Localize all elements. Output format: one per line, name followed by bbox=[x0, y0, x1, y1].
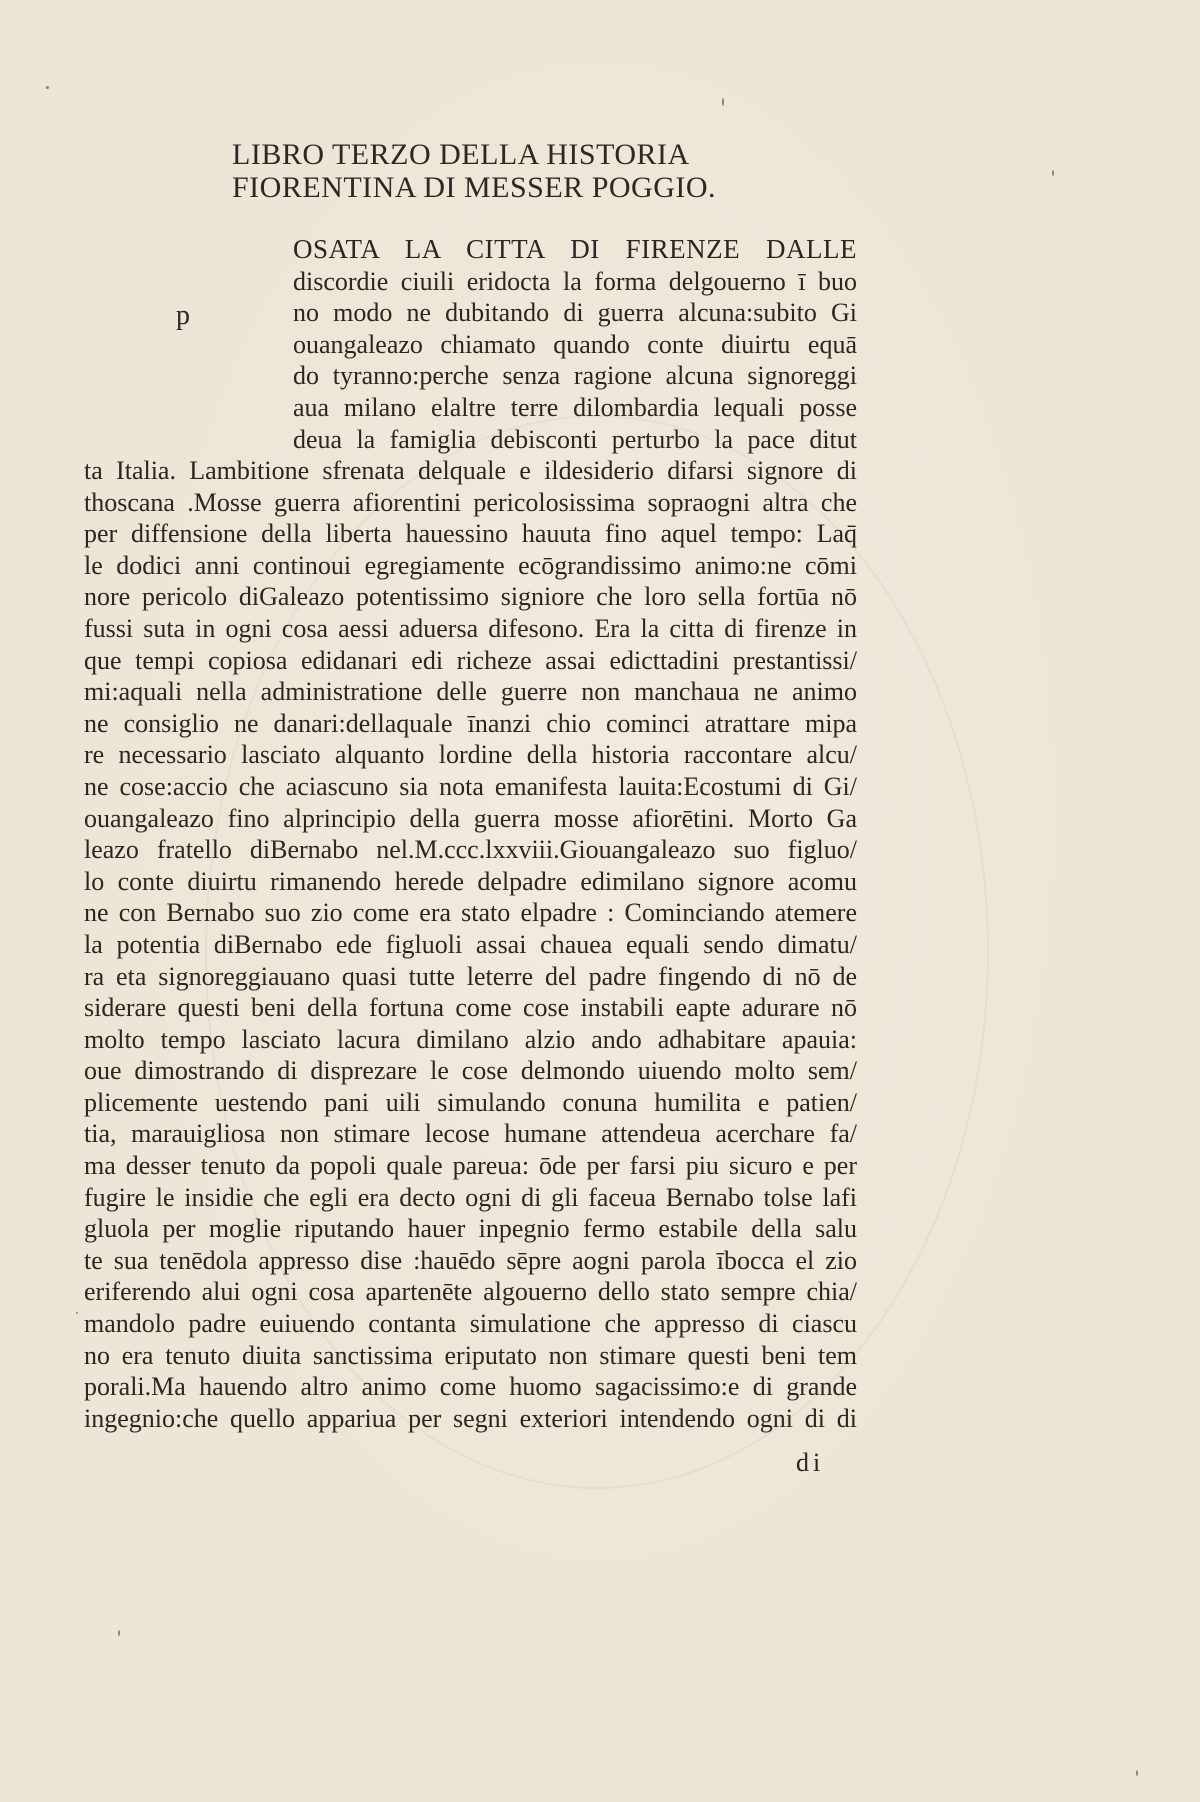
text-line: ingegnio:che quello appariua per segni exteriori intendendo ogni di di bbox=[84, 1403, 857, 1433]
text-line: thoscana .Mosse guerra afiorentini pericolosissima sopraogni altra che bbox=[84, 487, 857, 517]
initial-guide-letter: p bbox=[176, 300, 190, 331]
text-line: ra eta signoreggiauano quasi tutte leterre del padre fingendo di nō de bbox=[84, 961, 857, 991]
opening-paragraph bbox=[293, 234, 857, 455]
text-line: oue dimostrando di disprezare le cose delmondo uiuendo molto sem/ bbox=[84, 1056, 857, 1086]
text-line: re necessario lasciato alquanto lordine della historia raccontare alcu/ bbox=[84, 740, 857, 770]
text-line: ta Italia. Lambitione sfrenata delquale e ildesiderio difarsi signore di bbox=[84, 456, 857, 485]
text-line: plicemente uestendo pani uili simulando conuna humilita e patien/ bbox=[84, 1087, 857, 1117]
text-line: per diffensione della liberta hauessino hauuta fino aquel tempo: Laq̄ bbox=[84, 519, 857, 549]
text-line: que tempi copiosa edidanari edi richeze assai edicttadini prestantissi/ bbox=[84, 645, 857, 675]
text-line: aua milano elaltre terre dilombardia lequali posse bbox=[293, 392, 857, 422]
text-line: deua la famiglia debisconti perturbo la pace ditut bbox=[293, 424, 857, 454]
chapter-heading bbox=[232, 138, 716, 204]
text-line: ne consiglio ne danari:dellaquale īnanzi chio cominci atrattare mipa bbox=[84, 708, 857, 738]
text-line: mandolo padre euiuendo contanta simulatione che appresso di ciascu bbox=[84, 1309, 857, 1339]
text-line: no era tenuto diuita sanctissima eriputato non stimare questi beni tem bbox=[84, 1340, 857, 1370]
text-line: nore pericolo diGaleazo potentissimo signiore che loro sella fortūa nō bbox=[84, 582, 857, 612]
text-line: no modo ne dubitando di guerra alcuna:subito Gi bbox=[293, 298, 857, 328]
text-line: porali.Ma hauendo altro animo come huomo sagacissimo:e di grande bbox=[84, 1372, 857, 1402]
text-line: OSATA LA CITTA DI FIRENZE DALLE bbox=[293, 234, 857, 264]
text-line: ne con Bernabo suo zio come era stato elpadre : Cominciando atemere bbox=[84, 898, 857, 928]
text-line: fugire le insidie che egli era decto ogni di gli faceua Bernabo tolse lafi bbox=[84, 1182, 857, 1212]
text-line: gluola per moglie riputando hauer inpegnio fermo estabile della salu bbox=[84, 1214, 857, 1244]
text-line: molto tempo lasciato lacura dimilano alzio ando adhabitare apauia: bbox=[84, 1024, 857, 1054]
text-line: la potentia diBernabo ede figluoli assai chauea equali sendo dimatu/ bbox=[84, 929, 857, 959]
text-line: ouangaleazo chiamato quando conte diuirtu equā bbox=[293, 329, 857, 359]
text-line: eriferendo alui ogni cosa apartenēte algouerno dello stato sempre chia/ bbox=[84, 1277, 857, 1307]
text-line: do tyranno:perche senza ragione alcuna signoreggi bbox=[293, 361, 857, 391]
text-line: ne cose:accio che aciascuno sia nota emanifesta lauita:Ecostumi di Gi/ bbox=[84, 771, 857, 801]
text-line: ma desser tenuto da popoli quale pareua: ōde per farsi piu sicuro e per bbox=[84, 1151, 857, 1181]
text-line: mi:aquali nella administratione delle guerre non manchaua ne animo bbox=[84, 677, 857, 707]
heading-line: LIBRO TERZO DELLA HISTORIA bbox=[232, 138, 690, 171]
heading-line: FIORENTINA DI MESSER POGGIO. bbox=[232, 171, 717, 204]
text-line: lo conte diuirtu rimanendo herede delpadre edimilano signore acomu bbox=[84, 866, 857, 896]
body-text bbox=[84, 455, 857, 1434]
text-line: tia, marauigliosa non stimare lecose humane attendeua acerchare fa/ bbox=[84, 1119, 857, 1149]
catchword: di bbox=[796, 1448, 825, 1477]
text-line: siderare questi beni della fortuna come cose instabili eapte adurare nō bbox=[84, 993, 857, 1023]
text-line: discordie ciuili eridocta la forma delgouerno ī buo bbox=[293, 266, 857, 296]
text-line: fussi suta in ogni cosa aessi aduersa difesono. Era la citta di firenze in bbox=[84, 613, 857, 643]
text-line: te sua tenēdola appresso dise :hauēdo sēpre aogni parola ībocca el zio bbox=[84, 1245, 857, 1275]
text-line: le dodici anni continoui egregiamente ecōgrandissimo animo:ne cōmi bbox=[84, 550, 857, 580]
text-line: ouangaleazo fino alprincipio della guerra mosse afiorētini. Morto Ga bbox=[84, 803, 857, 833]
text-line: leazo fratello diBernabo nel.M.ccc.lxxviii.Giouangaleazo suo figluo/ bbox=[84, 835, 857, 865]
